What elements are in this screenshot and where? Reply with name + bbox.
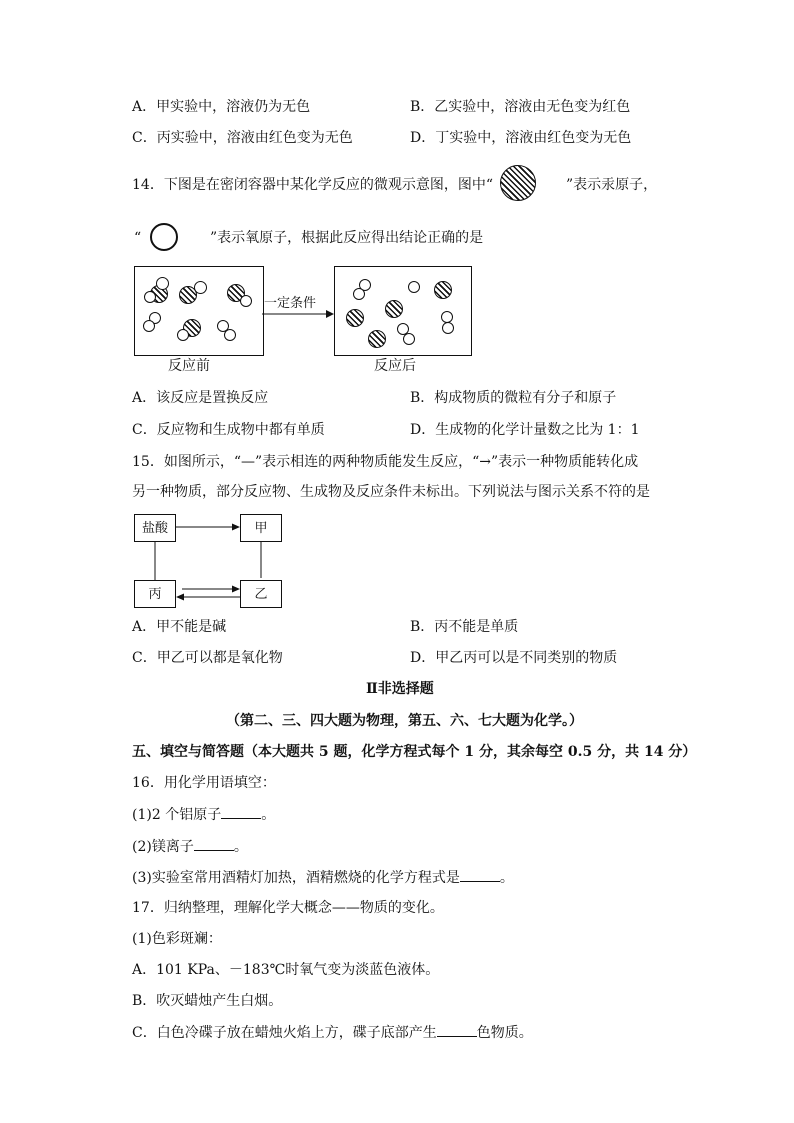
q16-stem: 16．用化学用语填空： bbox=[132, 775, 276, 791]
oxygen-atom bbox=[353, 288, 365, 300]
q14-option-b: B．构成物质的微粒有分子和原子 bbox=[410, 390, 617, 406]
q16-part2 bbox=[132, 836, 248, 857]
q17-stem: 17．归纳整理，理解化学大概念——物质的变化。 bbox=[132, 900, 444, 916]
q15-option-b: B．丙不能是单质 bbox=[410, 619, 519, 635]
q14-option-a: A．该反应是置换反应 bbox=[132, 390, 269, 406]
mercury-atom bbox=[368, 330, 386, 348]
q15-stem-line2: 另一种物质，部分反应物、生成物及反应条件未标出。下列说法与图示关系不符的是 bbox=[132, 484, 650, 500]
q17-part1: (1)色彩斑斓： bbox=[132, 931, 222, 947]
oxygen-atom bbox=[403, 333, 415, 345]
q14-stem-part3: ”表示氧原子，根据此反应得出结论正确的是 bbox=[210, 230, 484, 246]
q16-part1 bbox=[132, 804, 275, 825]
box-yi: 乙 bbox=[240, 580, 282, 608]
section-title: Ⅱ非选择题 bbox=[366, 681, 434, 697]
box-bing: 丙 bbox=[134, 580, 176, 608]
q15-stem-line1: 15．如图所示，“—”表示相连的两种物质能发生反应，“→”表示一种物质能转化成 bbox=[132, 454, 639, 470]
q15-option-a: A．甲不能是碱 bbox=[132, 619, 227, 635]
q17-item-c-text: C．白色冷碟子放在蜡烛火焰上方，碟子底部产生 bbox=[132, 1025, 437, 1041]
box-jia: 甲 bbox=[240, 514, 282, 542]
section-note: （第二、三、四大题为物理，第五、六、七大题为化学。） bbox=[226, 713, 583, 729]
arrow-head bbox=[232, 524, 240, 531]
q13-option-a: A．甲实验中，溶液仍为无色 bbox=[132, 99, 311, 115]
box-hydrochloric-acid: 盐酸 bbox=[134, 514, 176, 542]
q15-option-c: C．甲乙可以都是氧化物 bbox=[132, 650, 283, 666]
period: 。 bbox=[499, 870, 514, 886]
q13-option-d: D．丁实验中，溶液由红色变为无色 bbox=[410, 130, 632, 146]
q14-option-d: D．生成物的化学计量数之比为 1：1 bbox=[410, 422, 640, 438]
period: 。 bbox=[261, 807, 276, 823]
arrow-head bbox=[176, 594, 184, 601]
q16-part3-text: (3)实验室常用酒精灯加热，酒精燃烧的化学方程式是 bbox=[132, 870, 460, 886]
reaction-after-box bbox=[334, 266, 472, 356]
oxygen-atom bbox=[442, 322, 454, 334]
q14-option-c: C．反应物和生成物中都有单质 bbox=[132, 422, 325, 438]
before-label: 反应前 bbox=[168, 358, 210, 374]
q16-part3 bbox=[132, 867, 514, 888]
answer-blank[interactable] bbox=[194, 836, 234, 851]
part5-heading: 五、填空与简答题（本大题共 5 题，化学方程式每个 1 分，其余每空 0.5 分，共 14 分） bbox=[132, 744, 697, 760]
period: 。 bbox=[233, 839, 248, 855]
q13-option-c: C．丙实验中，溶液由红色变为无色 bbox=[132, 130, 353, 146]
q17-item-c bbox=[132, 1022, 533, 1043]
q14-stem-part2: ”表示汞原子， bbox=[566, 177, 658, 193]
reaction-condition-label: 一定条件 bbox=[264, 296, 317, 311]
q17-item-b: B．吹灭蜡烛产生白烟。 bbox=[132, 993, 283, 1009]
arrow-head bbox=[232, 586, 240, 593]
answer-blank[interactable] bbox=[221, 804, 261, 819]
reaction-arrow-head bbox=[326, 310, 334, 318]
q14-stem2-open-quote: “ bbox=[134, 230, 142, 246]
mercury-atom bbox=[385, 300, 403, 318]
q16-part1-text: (1)2 个铝原子 bbox=[132, 807, 222, 823]
answer-blank[interactable] bbox=[437, 1022, 477, 1037]
q15-option-d: D．甲乙丙可以是不同类别的物质 bbox=[410, 650, 618, 666]
q17-item-c-text-end: 色物质。 bbox=[476, 1025, 533, 1041]
after-label: 反应后 bbox=[374, 358, 416, 374]
q13-option-b: B．乙实验中，溶液由无色变为红色 bbox=[410, 99, 631, 115]
q17-item-a: A．101 KPa、－183℃时氧气变为淡蓝色液体。 bbox=[132, 962, 440, 978]
oxygen-atom bbox=[408, 281, 420, 293]
mercury-atom bbox=[346, 309, 364, 327]
answer-blank[interactable] bbox=[460, 867, 500, 882]
q16-part2-text: (2)镁离子 bbox=[132, 839, 194, 855]
mercury-atom bbox=[434, 281, 452, 299]
q14-stem-part1: 14．下图是在密闭容器中某化学反应的微观示意图，图中“ bbox=[132, 177, 493, 193]
